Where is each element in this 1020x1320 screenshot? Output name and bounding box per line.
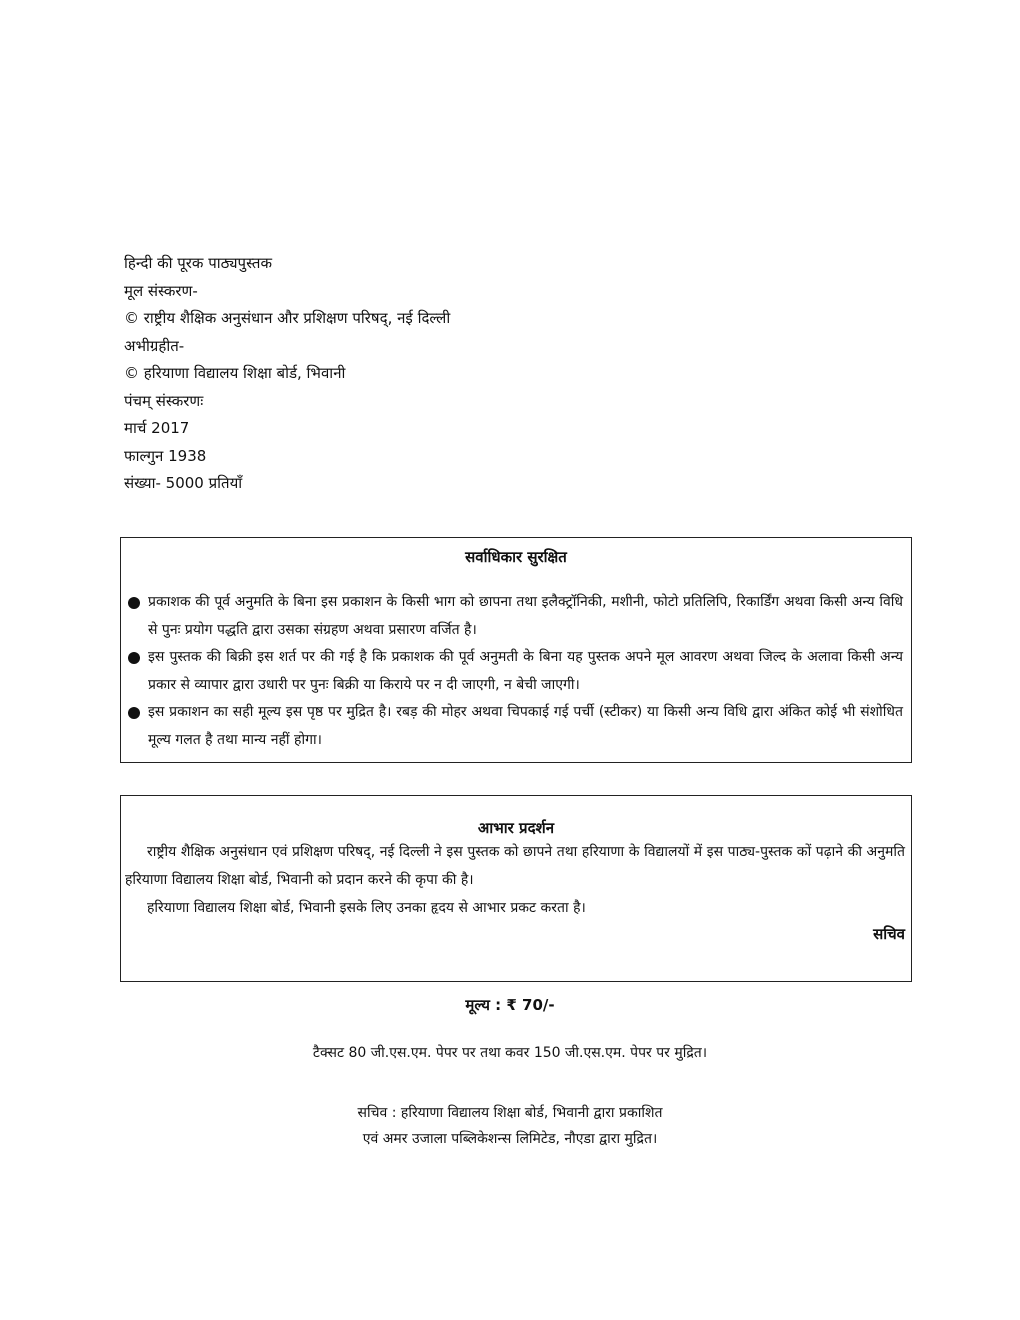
publisher-line-1: सचिव : हरियाणा विद्यालय शिक्षा बोर्ड, भिवानी द्वारा प्रकाशित <box>357 1105 663 1121</box>
acknowledgement-body <box>121 838 911 948</box>
rights-title: सर्वाधिकार सुरक्षित <box>465 548 567 566</box>
acknowledgement-paragraph-2: हरियाणा विद्यालय शिक्षा बोर्ड, भिवानी इसके लिए उनका हृदय से आभार प्रकट करता है। <box>147 900 586 916</box>
price-label: मूल्य : ₹ 70/- <box>465 996 555 1014</box>
publisher-info <box>0 1100 1020 1152</box>
book-subtitle: हिन्दी की पूरक पाठ्यपुस्तक <box>124 254 272 272</box>
acknowledgement-signature: सचिव <box>873 925 905 943</box>
rights-item-text: प्रकाशक की पूर्व अनुमति के बिना इस प्रकाशन के किसी भाग को छापना तथा इलैक्ट्रॉनिकी, मशीनी, फोटो प्रतिलिपि, रिकार्डिंग अथवा किसी अन्य विधि से पुनः प्रयोग पद्धति द्वारा उसका संग्रहण अथवा प्रसारण वर्जित है। <box>148 594 903 638</box>
original-edition-label: मूल संस्करण- <box>124 281 198 300</box>
bullet-icon <box>128 652 140 664</box>
copies-count: संख्या- 5000 प्रतियाँ <box>124 474 243 492</box>
bullet-icon <box>128 597 140 609</box>
adopted-label: अभीग्रहीत- <box>124 336 185 355</box>
rights-item-text: इस प्रकाशन का सही मूल्य इस पृष्ठ पर मुद्रित है। रबड़ की मोहर अथवा चिपकाई गई पर्ची (स्टीकर) या किसी अन्य विधि द्वारा अंकित कोई भी संशोधित मूल्य गलत है तथा मान्य नहीं होगा। <box>148 704 903 748</box>
board-copyright: © हरियाणा विद्यालय शिक्षा बोर्ड, भिवानी <box>124 364 346 382</box>
rights-item <box>128 699 903 754</box>
acknowledgement-paragraph-1: राष्ट्रीय शैक्षिक अनुसंधान एवं प्रशिक्षण परिषद्, नई दिल्ली ने इस पुस्तक को छापने तथा हरियाणा के विद्यालयों में इस पाठ्य-पुस्तक कों पढ़ाने की अनुमति हरियाणा विद्यालय शिक्षा बोर्ड, भिवानी को प्रदान करने की कृपा की है। <box>125 844 905 888</box>
acknowledgement-title: आभार प्रदर्शन <box>477 819 555 837</box>
rights-item <box>128 589 903 644</box>
edition-label: पंचम् संस्करणः <box>124 391 204 410</box>
rights-item <box>128 644 903 699</box>
edition-details <box>124 250 724 498</box>
rights-item-text: इस पुस्तक की बिक्री इस शर्त पर की गई है कि प्रकाशक की पूर्व अनुमती के बिना यह पुस्तक अपने मूल आवरण अथवा जिल्द के अलावा किसी अन्य प्रकार से व्यापार द्वारा उधारी पर पुनः बिक्री या किराये पर न दी जाएगी, न बेची जाएगी। <box>148 649 903 693</box>
paper-note: टैक्सट 80 जी.एस.एम. पेपर पर तथा कवर 150 जी.एस.एम. पेपर पर मुद्रित। <box>312 1045 708 1061</box>
acknowledgement-box <box>120 795 912 982</box>
edition-month: मार्च 2017 <box>124 419 190 437</box>
all-rights-reserved-box <box>120 537 912 763</box>
edition-hindu-month: फाल्गुन 1938 <box>124 446 207 465</box>
publisher-line-2: एवं अमर उजाला पब्लिकेशन्स लिमिटेड, नौएडा द्वारा मुद्रित। <box>362 1131 658 1147</box>
bullet-icon <box>128 707 140 719</box>
rights-list <box>121 589 911 754</box>
ncert-copyright: © राष्ट्रीय शैक्षिक अनुसंधान और प्रशिक्षण परिषद्, नई दिल्ली <box>124 309 451 327</box>
